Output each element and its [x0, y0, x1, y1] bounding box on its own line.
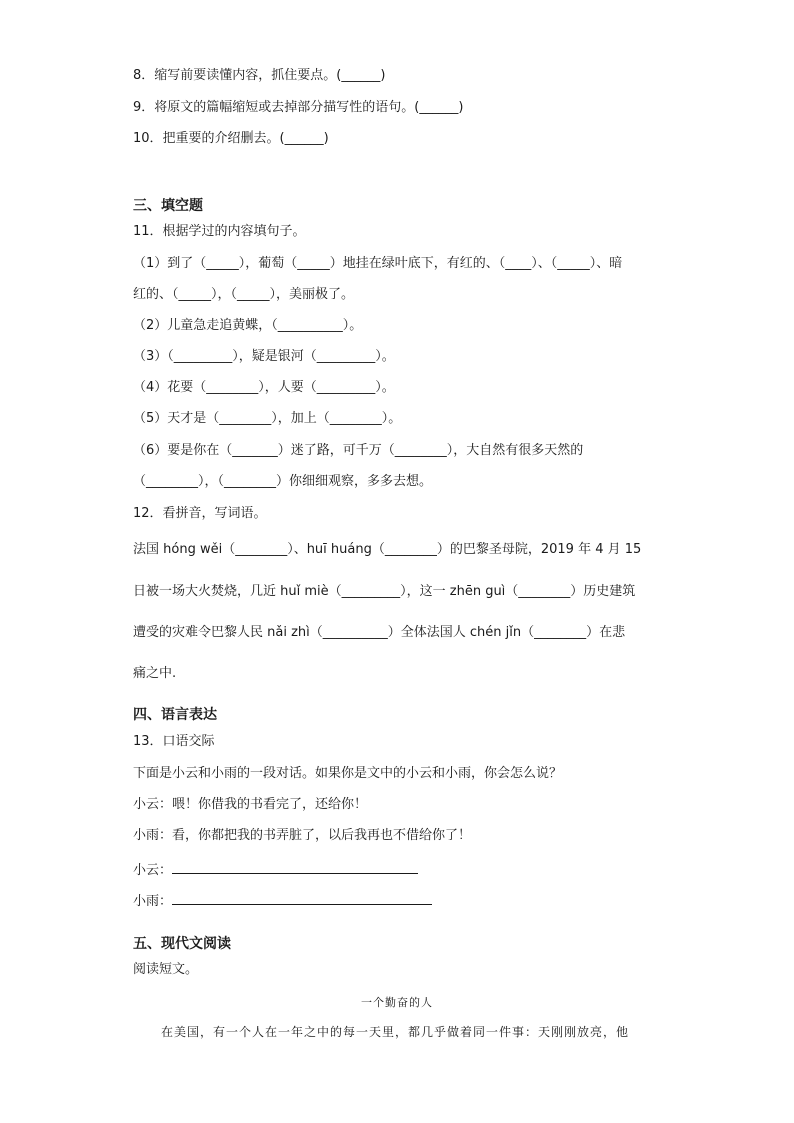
q12-line-3: 遭受的灾难令巴黎人民 nǎi zhì（__________）全体法国人 chén jǐn（________）在悲: [133, 625, 626, 640]
answer-row-1: [133, 861, 418, 877]
q12-stem: 12．看拼音，写词语。: [133, 506, 267, 521]
q11-line-6: （5）天才是（________），加上（________）。: [133, 411, 402, 426]
q12-line-1: 法国 hóng wěi（________）、huī huáng（________）的巴黎圣母院，2019 年 4 月 15: [133, 542, 642, 557]
reading-instruction: 阅读短文。: [133, 962, 199, 977]
q11-line-3: （2）儿童急走追黄蝶，（__________）。: [133, 318, 363, 333]
q13-stem: 13．口语交际: [133, 734, 215, 749]
q11-stem: 11．根据学过的内容填句子。: [133, 224, 306, 239]
passage-title: 一个勤奋的人: [361, 996, 433, 1009]
passage-line-1: 在美国，有一个人在一年之中的每一天里，都几乎做着同一件事：天刚刚放亮，他: [161, 1025, 630, 1039]
item-10: 10．把重要的介绍删去。(______): [133, 131, 329, 146]
dialogue-line-2: 小雨：看，你都把我的书弄脏了，以后我再也不借给你了！: [133, 828, 472, 843]
q12-line-2: 日被一场大火焚烧，几近 huǐ miè（_________），这一 zhēn guì（________）历史建筑: [133, 584, 636, 599]
q11-line-1: （1）到了（_____），葡萄（_____）地挂在绿叶底下，有红的、（____）、（_____）、暗: [133, 256, 623, 271]
q11-line-5: （4）花要（________），人要（_________）。: [133, 380, 395, 395]
q11-line-2: 红的、（_____），（_____），美丽极了。: [133, 287, 355, 302]
dialogue-line-1: 小云：喂！你借我的书看完了，还给你！: [133, 797, 368, 812]
q11-line-8: （________），（________）你细细观察，多多去想。: [133, 474, 433, 489]
section-5-heading: 五、现代文阅读: [133, 936, 231, 952]
q11-line-7: （6）要是你在（_______）迷了路，可千万（________），大自然有很多天然的: [133, 443, 584, 458]
q11-line-4: （3）（_________），疑是银河（_________）。: [133, 349, 395, 364]
item-9: 9．将原文的篇幅缩短或去掉部分描写性的语句。(______): [133, 100, 464, 115]
answer-label-2: 小雨：: [133, 894, 173, 909]
answer-row-2: [133, 892, 432, 908]
q12-line-4: 痛之中.: [133, 666, 177, 681]
answer-blank-1[interactable]: [172, 861, 418, 874]
q13-intro: 下面是小云和小雨的一段对话。如果你是文中的小云和小雨，你会怎么说？: [133, 766, 563, 781]
section-4-heading: 四、语言表达: [133, 707, 217, 723]
item-8: 8．缩写前要读懂内容，抓住要点。(______): [133, 68, 386, 83]
answer-label-1: 小云：: [133, 863, 173, 878]
answer-blank-2[interactable]: [172, 892, 432, 905]
section-3-heading: 三、填空题: [133, 198, 203, 214]
